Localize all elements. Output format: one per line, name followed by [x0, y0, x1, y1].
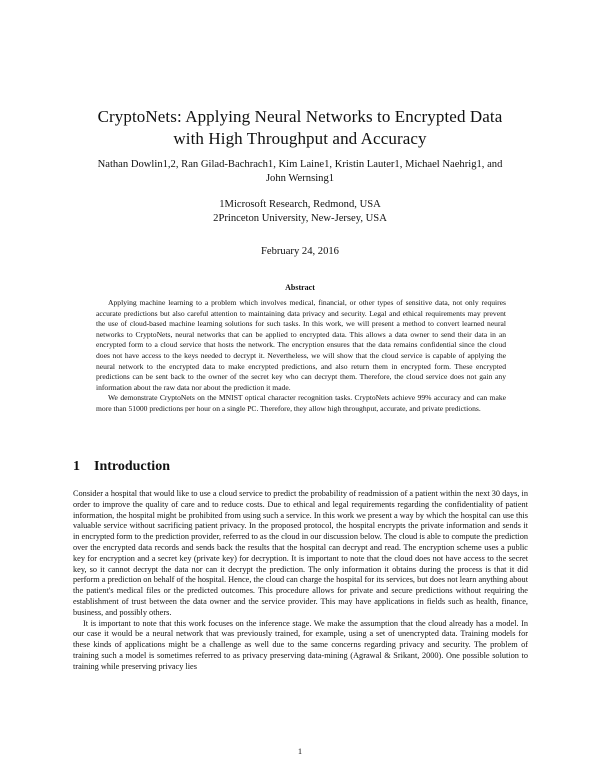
authors-line-2: John Wernsing1	[265, 173, 335, 184]
affiliations	[60, 198, 540, 226]
title-line-2: with High Throughput and Accuracy	[173, 129, 427, 148]
introduction-body	[73, 489, 528, 673]
paper-title	[60, 106, 540, 150]
author-list	[60, 158, 540, 186]
intro-paragraph-2: It is important to note that this work focuses on the inference stage. We make the assumption that the cloud already has a model. In our case it would be a neural network that was previously trained, for example, using a set of unencrypted data. Training models for these kinds of applications might be a challenge as well due to the same concerns regarding privacy and security. The problem of training such a model is sometimes referred to as privacy preserving data-mining (Agrawal & Srikant, 2000). One possible solution to training while preserving privacy lies	[73, 618, 528, 671]
abstract	[96, 298, 506, 415]
authors-line-1: Nathan Dowlin1,2, Ran Gilad-Bachrach1, Kim Laine1, Kristin Lauter1, Michael Naehrig1, and	[97, 159, 503, 170]
section-title: Introduction	[94, 459, 170, 474]
intro-paragraph-1: Consider a hospital that would like to use a cloud service to predict the probability of readmission of a patient within the next 30 days, in order to improve the quality of care and to reduce costs. Due to ethical and legal requirements regarding the confidentiality of patient information, the hospital might be prohibited from using such a service. In this work we present a way by which the hospital can use this valuable service without sacrificing patient privacy. In the proposed protocol, the hospital encrypts the private information and sends it in encrypted form to the prediction provider, referred to as the cloud in our discussion below. The cloud is able to compute the prediction over the encrypted data records and sends back the results that the hospital can decrypt and read. The encryption scheme uses a public key for encryption and a secret key (private key) for decryption. It is important to note that the cloud does not have access to the secret key, so it cannot decrypt the data nor can it decrypt the prediction. The only information it obtains during the process is that it did perform a prediction on behalf of the hospital. Hence, the cloud can charge the hospital for its services, but does not learn anything about the patient's medical files or the predicted outcomes. This procedure allows for private and secure predictions without requiring the establishment of trust between the data owner and the service provider. This may have applications in fields such as health, finance, business, and possibly others.	[73, 489, 528, 617]
abstract-paragraph-2: We demonstrate CryptoNets on the MNIST optical character recognition tasks. CryptoNets achieve 99% accuracy and can make more than 51000 predictions per hour on a single PC. Therefore, they allow high throughput, accurate, and private predictions.	[96, 393, 506, 413]
section-number: 1	[73, 459, 80, 474]
title-line-1: CryptoNets: Applying Neural Networks to Encrypted Data	[97, 107, 503, 126]
page-number: 1	[297, 746, 303, 756]
affiliation-1: 1Microsoft Research, Redmond, USA	[219, 199, 381, 210]
affiliation-2: 2Princeton University, New-Jersey, USA	[213, 213, 387, 224]
section-heading	[73, 459, 184, 475]
abstract-heading: Abstract	[285, 283, 315, 292]
abstract-paragraph-1: Applying machine learning to a problem which involves medical, financial, or other types of sensitive data, not only requires accurate predictions but also careful attention to maintaining data privacy and security. Legal and ethical requirements may prevent the use of cloud-based machine learning solutions for such tasks. In this work, we will present a method to convert learned neural networks to CryptoNets, neural networks that can be applied to encrypted data. This allows a data owner to send their data in an encrypted form to a cloud service that hosts the network. The encryption ensures that the data remains confidential since the cloud does not have access to the keys needed to decrypt it. Nevertheless, we will show that the cloud service is capable of applying the neural network to the encrypted data to make encrypted predictions, and also return them in encrypted form. These encrypted predictions can be sent back to the owner of the secret key who can decrypt them. Therefore, the cloud service does not gain any information about the raw data nor about the prediction it made.	[96, 298, 506, 392]
publication-date: February 24, 2016	[261, 246, 339, 257]
